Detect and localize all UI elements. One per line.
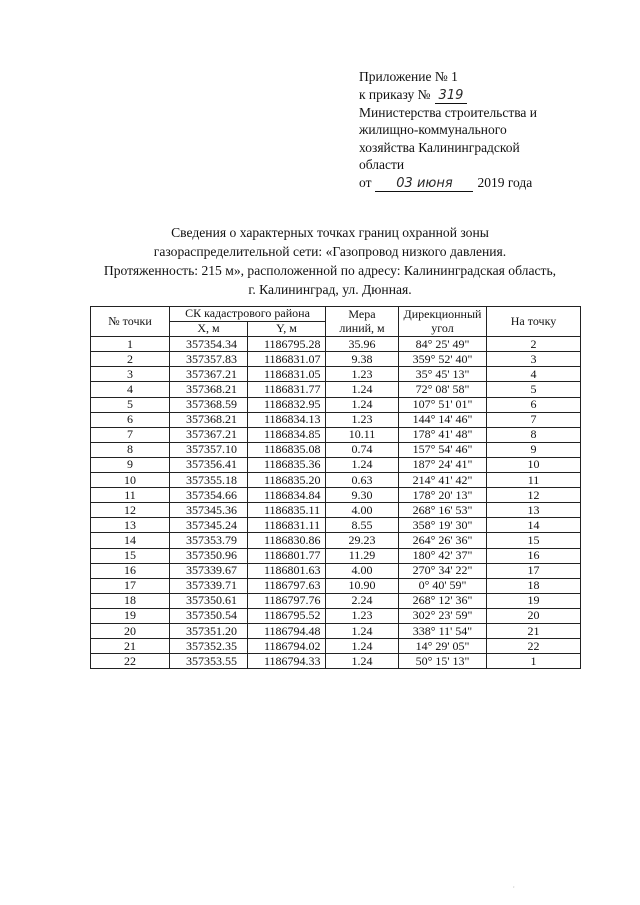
cell-x-coordinate: 357367.21 (170, 427, 248, 442)
cell-point-no: 21 (91, 639, 170, 654)
order-date (359, 174, 609, 192)
table-row (91, 563, 581, 578)
cell-direction-angle: 178° 20' 13" (399, 488, 487, 503)
table-row (91, 397, 581, 412)
cell-direction-angle: 338° 11' 54" (399, 623, 487, 638)
cell-x-coordinate: 357345.24 (170, 518, 248, 533)
title-line-2: газораспределительной сети: «Газопровод низкого давления. (153, 244, 507, 259)
header-point-no: № точки (91, 307, 170, 337)
table-body (91, 337, 581, 669)
cell-y-coordinate: 1186794.33 (248, 654, 326, 669)
cell-x-coordinate: 357350.54 (170, 608, 248, 623)
cell-x-coordinate: 357350.61 (170, 593, 248, 608)
cell-y-coordinate: 1186794.48 (248, 623, 326, 638)
date-handwritten: 03 июня (375, 177, 473, 192)
cell-y-coordinate: 1186797.63 (248, 578, 326, 593)
order-number-handwritten: 319 (435, 89, 468, 104)
cell-line-length: 1.23 (326, 608, 399, 623)
cell-x-coordinate: 357350.96 (170, 548, 248, 563)
cell-x-coordinate: 357353.55 (170, 654, 248, 669)
cell-y-coordinate: 1186831.77 (248, 382, 326, 397)
cell-point-no: 12 (91, 503, 170, 518)
cell-x-coordinate: 357356.41 (170, 457, 248, 472)
cell-to-point: 7 (487, 412, 581, 427)
cell-direction-angle: 180° 42' 37" (399, 548, 487, 563)
title-line-4: г. Калининград, ул. Дюнная. (248, 282, 412, 297)
document-title (60, 223, 600, 299)
cell-point-no: 1 (91, 337, 170, 352)
cell-to-point: 13 (487, 503, 581, 518)
cell-x-coordinate: 357355.18 (170, 473, 248, 488)
cell-to-point: 11 (487, 473, 581, 488)
cell-to-point: 9 (487, 442, 581, 457)
cell-direction-angle: 268° 12' 36" (399, 593, 487, 608)
cell-direction-angle: 157° 54' 46" (399, 442, 487, 457)
cell-to-point: 20 (487, 608, 581, 623)
cell-y-coordinate: 1186794.02 (248, 639, 326, 654)
header-direction-angle: Дирекционный угол (399, 307, 487, 337)
cell-y-coordinate: 1186801.77 (248, 548, 326, 563)
cell-point-no: 4 (91, 382, 170, 397)
cell-x-coordinate: 357367.21 (170, 367, 248, 382)
cell-to-point: 3 (487, 352, 581, 367)
cell-to-point: 16 (487, 548, 581, 563)
cell-x-coordinate: 357353.79 (170, 533, 248, 548)
ministry-line-2: жилищно-коммунального (359, 122, 507, 138)
cell-y-coordinate: 1186831.11 (248, 518, 326, 533)
cell-to-point: 12 (487, 488, 581, 503)
cell-to-point: 18 (487, 578, 581, 593)
cell-to-point: 22 (487, 639, 581, 654)
cell-x-coordinate: 357357.10 (170, 442, 248, 457)
cell-line-length: 2.24 (326, 593, 399, 608)
table-row (91, 518, 581, 533)
cell-line-length: 4.00 (326, 563, 399, 578)
cell-x-coordinate: 357357.83 (170, 352, 248, 367)
cell-y-coordinate: 1186830.86 (248, 533, 326, 548)
cell-line-length: 1.23 (326, 412, 399, 427)
cell-line-length: 1.24 (326, 397, 399, 412)
cell-to-point: 21 (487, 623, 581, 638)
cell-to-point: 15 (487, 533, 581, 548)
cell-x-coordinate: 357352.35 (170, 639, 248, 654)
table-row (91, 533, 581, 548)
cell-direction-angle: 72° 08' 58" (399, 382, 487, 397)
cell-y-coordinate: 1186795.52 (248, 608, 326, 623)
cell-y-coordinate: 1186831.05 (248, 367, 326, 382)
cell-to-point: 1 (487, 654, 581, 669)
cell-point-no: 14 (91, 533, 170, 548)
table-row (91, 639, 581, 654)
ministry-line-3: хозяйства Калининградской (359, 139, 520, 155)
cell-point-no: 6 (91, 412, 170, 427)
cell-line-length: 0.63 (326, 473, 399, 488)
cell-to-point: 10 (487, 457, 581, 472)
cell-line-length: 9.38 (326, 352, 399, 367)
order-reference (359, 86, 609, 104)
cell-point-no: 15 (91, 548, 170, 563)
table-row (91, 548, 581, 563)
cell-line-length: 1.24 (326, 639, 399, 654)
boundary-points-table (90, 306, 581, 669)
cell-line-length: 35.96 (326, 337, 399, 352)
cell-point-no: 10 (91, 473, 170, 488)
cell-line-length: 8.55 (326, 518, 399, 533)
cell-direction-angle: 187° 24' 41" (399, 457, 487, 472)
ministry-line-1: Министерства строительства и (359, 104, 538, 120)
cell-point-no: 17 (91, 578, 170, 593)
cell-direction-angle: 14° 29' 05" (399, 639, 487, 654)
cell-x-coordinate: 357354.34 (170, 337, 248, 352)
cell-direction-angle: 107° 51' 01" (399, 397, 487, 412)
cell-line-length: 1.24 (326, 654, 399, 669)
cell-point-no: 7 (91, 427, 170, 442)
cell-point-no: 19 (91, 608, 170, 623)
cell-y-coordinate: 1186831.07 (248, 352, 326, 367)
cell-y-coordinate: 1186835.08 (248, 442, 326, 457)
cell-point-no: 8 (91, 442, 170, 457)
date-prefix: от (359, 174, 372, 190)
cell-direction-angle: 178° 41' 48" (399, 427, 487, 442)
header-y: Y, м (248, 322, 326, 337)
cell-point-no: 22 (91, 654, 170, 669)
table-row (91, 337, 581, 352)
cell-x-coordinate: 357368.59 (170, 397, 248, 412)
header-coordinate-system: СК кадастрового района (170, 307, 326, 322)
cell-to-point: 4 (487, 367, 581, 382)
cell-direction-angle: 358° 19' 30" (399, 518, 487, 533)
table-row (91, 473, 581, 488)
cell-y-coordinate: 1186835.11 (248, 503, 326, 518)
cell-point-no: 20 (91, 623, 170, 638)
cell-to-point: 14 (487, 518, 581, 533)
cell-point-no: 3 (91, 367, 170, 382)
order-prefix: к приказу № (359, 86, 431, 102)
ministry-line-4: области (359, 157, 405, 173)
cell-to-point: 19 (487, 593, 581, 608)
cell-y-coordinate: 1186835.36 (248, 457, 326, 472)
cell-to-point: 17 (487, 563, 581, 578)
table-row (91, 623, 581, 638)
table-row (91, 352, 581, 367)
cell-line-length: 0.74 (326, 442, 399, 457)
title-line-3: Протяженность: 215 м», расположенной по адресу: Калининградская область, (103, 263, 557, 278)
cell-point-no: 16 (91, 563, 170, 578)
cell-direction-angle: 0° 40' 59" (399, 578, 487, 593)
table-row (91, 654, 581, 669)
cell-y-coordinate: 1186801.63 (248, 563, 326, 578)
cell-line-length: 1.24 (326, 457, 399, 472)
cell-y-coordinate: 1186834.84 (248, 488, 326, 503)
table-row (91, 503, 581, 518)
cell-line-length: 10.11 (326, 427, 399, 442)
table-row (91, 382, 581, 397)
cell-line-length: 11.29 (326, 548, 399, 563)
cell-direction-angle: 214° 41' 42" (399, 473, 487, 488)
cell-to-point: 8 (487, 427, 581, 442)
cell-y-coordinate: 1186795.28 (248, 337, 326, 352)
cell-to-point: 2 (487, 337, 581, 352)
header-to-point: На точку (487, 307, 581, 337)
cell-x-coordinate: 357351.20 (170, 623, 248, 638)
cell-y-coordinate: 1186797.76 (248, 593, 326, 608)
table-row (91, 412, 581, 427)
table-row (91, 488, 581, 503)
cell-x-coordinate: 357345.36 (170, 503, 248, 518)
table-row (91, 442, 581, 457)
cell-point-no: 2 (91, 352, 170, 367)
cell-y-coordinate: 1186834.85 (248, 427, 326, 442)
header-x: X, м (170, 322, 248, 337)
cell-point-no: 11 (91, 488, 170, 503)
cell-line-length: 9.30 (326, 488, 399, 503)
cell-line-length: 4.00 (326, 503, 399, 518)
cell-x-coordinate: 357368.21 (170, 382, 248, 397)
date-year: 2019 года (477, 174, 533, 190)
cell-point-no: 13 (91, 518, 170, 533)
cell-x-coordinate: 357368.21 (170, 412, 248, 427)
cell-direction-angle: 50° 15' 13" (399, 654, 487, 669)
cell-x-coordinate: 357354.66 (170, 488, 248, 503)
appendix-header (359, 68, 609, 192)
cell-line-length: 29.23 (326, 533, 399, 548)
appendix-number: Приложение № 1 (359, 69, 458, 84)
cell-direction-angle: 84° 25' 49" (399, 337, 487, 352)
cell-y-coordinate: 1186832.95 (248, 397, 326, 412)
cell-direction-angle: 359° 52' 40" (399, 352, 487, 367)
cell-point-no: 18 (91, 593, 170, 608)
cell-to-point: 5 (487, 382, 581, 397)
cell-x-coordinate: 357339.67 (170, 563, 248, 578)
table-row (91, 457, 581, 472)
cell-line-length: 1.23 (326, 367, 399, 382)
cell-direction-angle: 268° 16' 53" (399, 503, 487, 518)
cell-point-no: 5 (91, 397, 170, 412)
table-row (91, 367, 581, 382)
title-line-1: Сведения о характерных точках границ охранной зоны (171, 225, 489, 240)
cell-x-coordinate: 357339.71 (170, 578, 248, 593)
table-row (91, 578, 581, 593)
cell-direction-angle: 264° 26' 36" (399, 533, 487, 548)
cell-direction-angle: 144° 14' 46" (399, 412, 487, 427)
table-row (91, 593, 581, 608)
cell-line-length: 1.24 (326, 623, 399, 638)
page-mark: ʼ (513, 887, 515, 892)
cell-direction-angle: 270° 34' 22" (399, 563, 487, 578)
cell-to-point: 6 (487, 397, 581, 412)
cell-y-coordinate: 1186835.20 (248, 473, 326, 488)
cell-line-length: 1.24 (326, 382, 399, 397)
header-line-length: Мера линий, м (326, 307, 399, 337)
table-row (91, 608, 581, 623)
cell-y-coordinate: 1186834.13 (248, 412, 326, 427)
cell-point-no: 9 (91, 457, 170, 472)
table-row (91, 427, 581, 442)
cell-direction-angle: 302° 23' 59" (399, 608, 487, 623)
cell-direction-angle: 35° 45' 13" (399, 367, 487, 382)
cell-line-length: 10.90 (326, 578, 399, 593)
